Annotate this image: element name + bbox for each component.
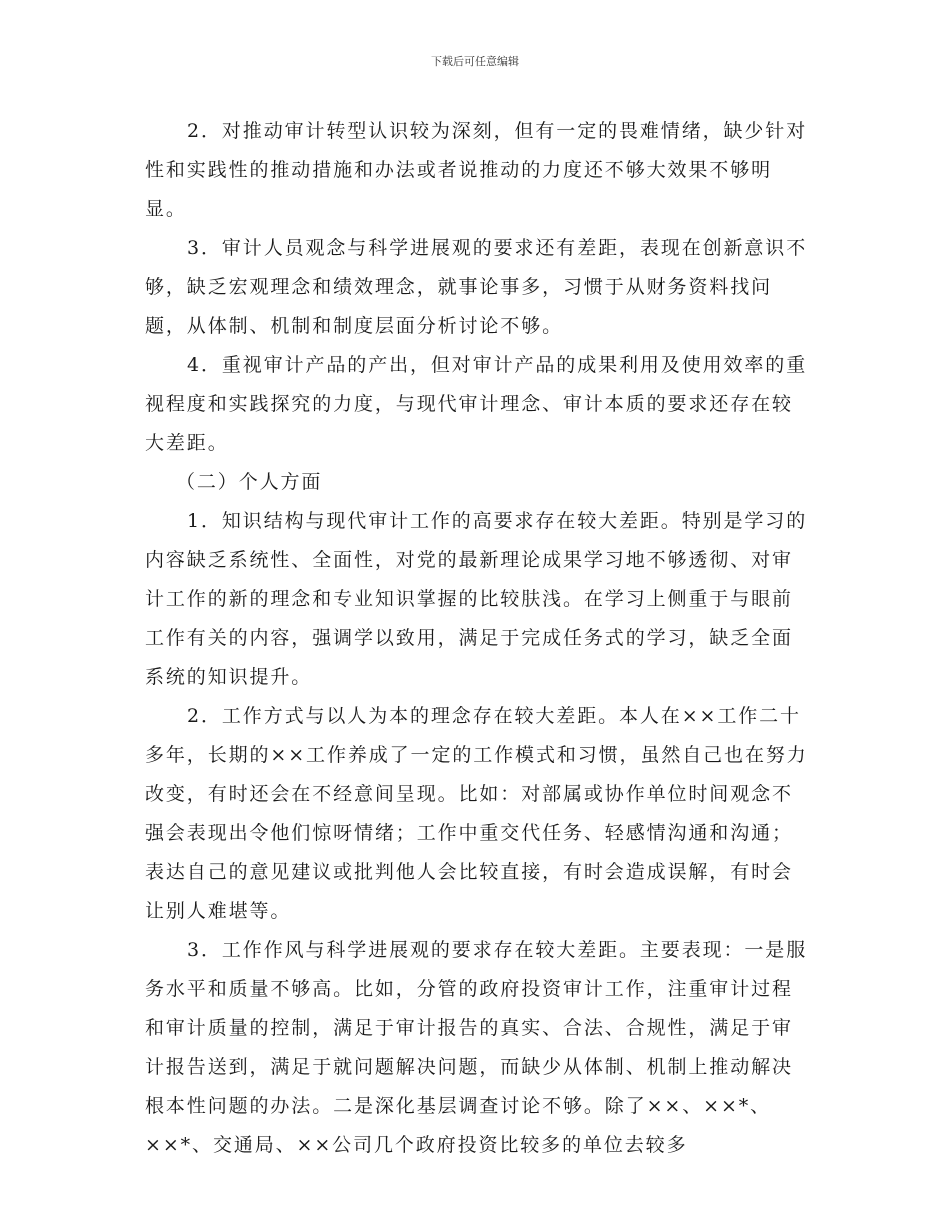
page-header-note: 下载后可任意编辑 <box>431 55 519 68</box>
personal-paragraph-1: 1．知识结构与现代审计工作的高要求存在较大差距。特别是学习的内容缺乏系统性、全面性，对党的最新理论成果学习地不够透彻、对审计工作的新的理念和专业知识掌握的比较肤浅。在学习上侧重于与眼前工作有关的内容，强调学以致用，满足于完成任务式的学习，缺乏全面系统的知识提升。 <box>145 510 808 688</box>
document-body <box>145 112 810 1165</box>
personal-paragraph-3: 3．工作作风与科学进展观的要求存在较大差距。主要表现：一是服务水平和质量不够高。比如，分管的政府投资审计工作，注重审计过程和审计质量的控制，满足于审计报告的真实、合法、合规性，满足于审计报告送到，满足于就问题解决问题，而缺少从体制、机制上推动解决根本性问题的办法。二是深化基层调查讨论不够。除了××、××*、××*、交通局、××公司几个政府投资比较多的单位去较多 <box>145 939 808 1156</box>
paragraph-2: 2．对推动审计转型认识较为深刻，但有一定的畏难情绪，缺少针对性和实践性的推动措施和办法或者说推动的力度还不够大效果不够明显。 <box>145 120 808 220</box>
section-heading-personal: （二）个人方面 <box>176 471 323 493</box>
paragraph-3: 3．审计人员观念与科学进展观的要求还有差距，表现在创新意识不够，缺乏宏观理念和绩效理念，就事论事多，习惯于从财务资料找问题，从体制、机制和制度层面分析讨论不够。 <box>145 237 808 337</box>
personal-paragraph-2: 2．工作方式与以人为本的理念存在较大差距。本人在××工作二十多年，长期的××工作养成了一定的工作模式和习惯，虽然自己也在努力改变，有时还会在不经意间呈现。比如：对部属或协作单位时间观念不强会表现出令他们惊呀情绪；工作中重交代任务、轻感情沟通和沟通；表达自己的意见建议或批判他人会比较直接，有时会造成误解，有时会让别人难堪等。 <box>145 705 808 922</box>
paragraph-4: 4．重视审计产品的产出，但对审计产品的成果利用及使用效率的重视程度和实践探究的力度，与现代审计理念、审计本质的要求还存在较大差距。 <box>145 354 808 454</box>
